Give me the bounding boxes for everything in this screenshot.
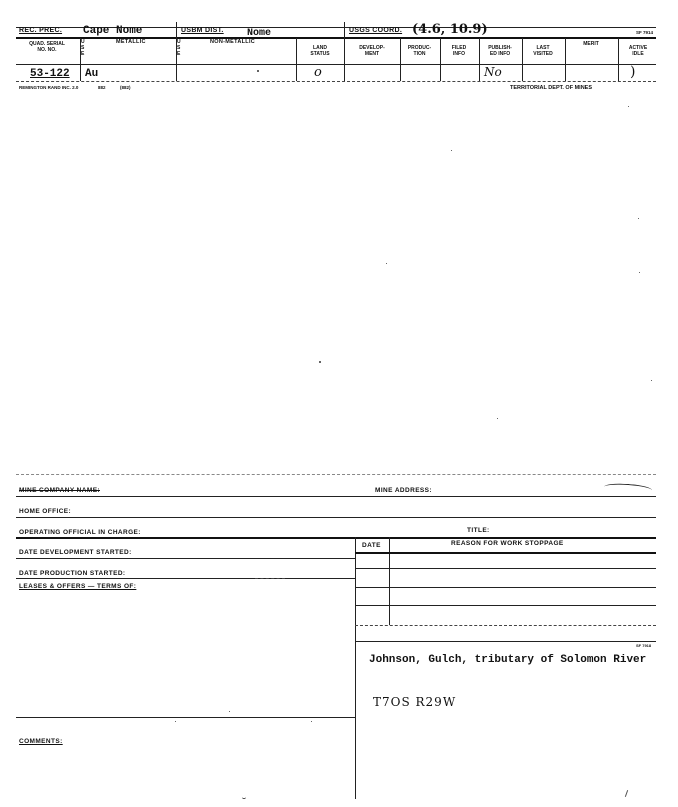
use-metallic-header: U S E (81, 39, 85, 57)
rec-prec-value: Cape Nome (83, 25, 143, 37)
metallic-value: Au (85, 68, 99, 80)
location-description: Johnson, Gulch, tributary of Solomon River (369, 654, 647, 666)
rule (16, 496, 656, 497)
card-form-number: SF 7918 (636, 643, 652, 648)
land-status-header: LAND STATUS (310, 45, 330, 57)
rec-prec-label: REC. PREC. (19, 27, 63, 34)
speck (497, 418, 498, 419)
divider (296, 38, 297, 81)
rule (16, 558, 356, 559)
table-divider (389, 537, 390, 625)
filed-info-header: FILED INFO (451, 45, 467, 57)
speck (651, 380, 652, 381)
quad-serial-value: 53-122 (30, 68, 70, 80)
speck (639, 272, 640, 273)
rule (355, 552, 656, 554)
usbm-dist-value: Nome (247, 28, 272, 39)
merit-header: MERIT (583, 41, 599, 47)
date-development-label: DATE DEVELOPMENT STARTED: (19, 549, 132, 556)
rule (16, 517, 656, 518)
pen-stroke (604, 482, 653, 494)
rule (16, 578, 356, 579)
production-header: PRODUC- TION (407, 45, 432, 57)
land-status-value: o (314, 65, 322, 80)
printer-code-2: (882) (120, 85, 131, 90)
development-header: DEVELOP- MENT (359, 45, 385, 57)
home-office-label: HOME OFFICE: (19, 508, 72, 515)
rule (255, 578, 285, 579)
rule (16, 717, 356, 718)
header-mid-rule (16, 37, 656, 39)
header-bottom-rule (16, 81, 656, 82)
township-range: T7OS R29W (373, 695, 457, 709)
speck (229, 711, 230, 712)
published-info-header: PUBLISH- ED INFO (488, 45, 512, 57)
comments-label: COMMENTS: (19, 738, 63, 745)
date-production-label: DATE PRODUCTION STARTED: (19, 570, 126, 577)
printer-name: REMINGTON RAND INC. 2.0 (19, 85, 79, 90)
mine-company-name-label: MINE COMPANY NAME: (19, 487, 100, 494)
rule (355, 587, 656, 588)
speck (638, 218, 639, 219)
speck (628, 106, 629, 107)
speck (242, 796, 246, 799)
last-visited-header: LAST VISITED (533, 45, 553, 57)
mark (257, 70, 259, 72)
rule (16, 537, 656, 539)
date-header: DATE (362, 542, 381, 549)
printer-code: 882 (98, 85, 106, 90)
fold-line (16, 474, 656, 475)
card-top-rule (355, 641, 656, 642)
title-label: TITLE: (467, 527, 490, 534)
usbm-dist-label: USBM DIST. (181, 27, 224, 34)
speck (386, 263, 387, 264)
published-info-value: No (484, 65, 502, 79)
rule (355, 568, 656, 569)
header-row-rule (16, 64, 656, 65)
form-number: SF 7914 (636, 30, 654, 35)
usgs-coord-value: (4.6, 10.9) (412, 22, 488, 37)
speck (311, 721, 312, 722)
operating-official-label: OPERATING OFFICIAL IN CHARGE: (19, 529, 141, 536)
speck (625, 790, 628, 797)
leases-label: LEASES & OFFERS — TERMS OF: (19, 583, 137, 590)
active-idle-value: ) (630, 64, 636, 80)
active-idle-header: ACTIVE IDLE (628, 45, 648, 57)
mine-address-label: MINE ADDRESS: (375, 487, 432, 494)
speck (319, 361, 321, 363)
speck (175, 721, 176, 722)
reason-header: REASON FOR WORK STOPPAGE (451, 540, 564, 547)
metallic-header: METALLIC (116, 39, 146, 45)
quad-serial-header: QUAD. SERIAL NO. NO. (29, 41, 65, 53)
nonmetallic-header: NON-METALLIC (210, 39, 256, 45)
department-name: TERRITORIAL DEPT. OF MINES (510, 85, 592, 91)
table-divider (355, 537, 356, 799)
speck (451, 150, 452, 151)
use-nonmetallic-header: U S E (177, 39, 181, 57)
rule (355, 605, 656, 606)
usgs-coord-label: USGS COORD. (349, 27, 403, 34)
divider (344, 22, 345, 81)
rule (355, 625, 656, 626)
